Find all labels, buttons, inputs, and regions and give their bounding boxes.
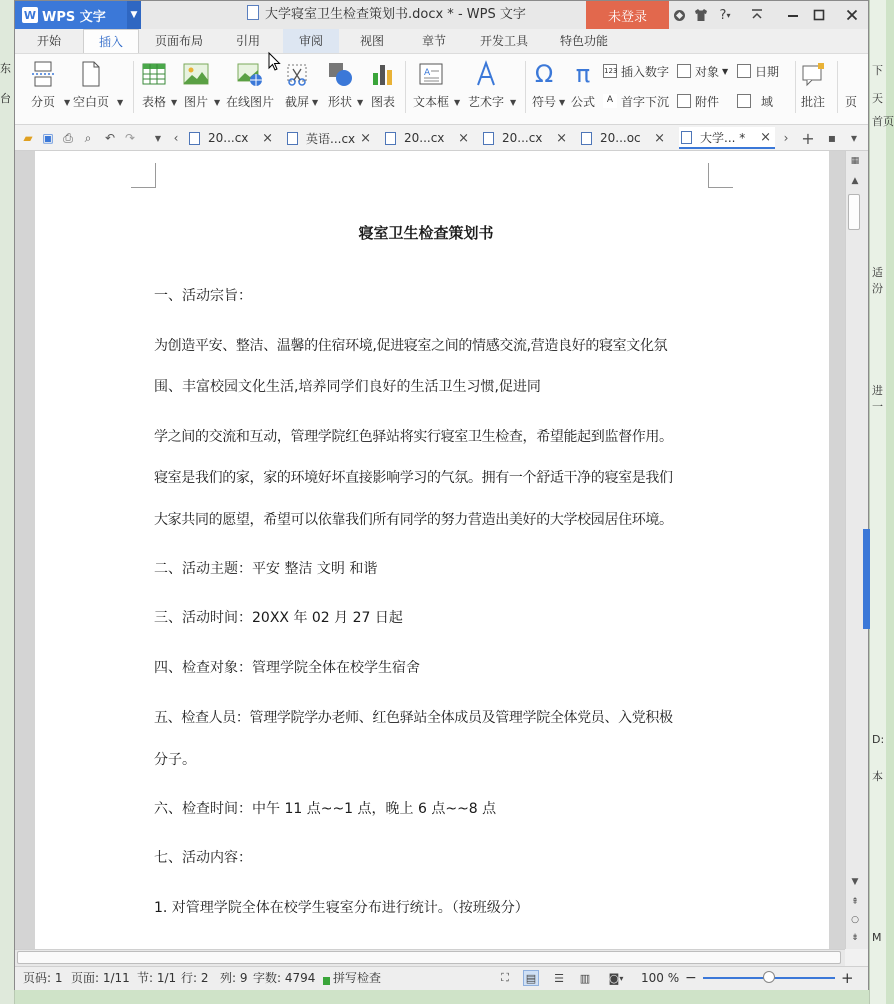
zoom-in-button[interactable]: + [841, 969, 854, 987]
paragraph-line: 围、丰富校园文化生活,培养同学们良好的生活卫生习惯,促进同 [154, 379, 541, 395]
document-tab-active[interactable]: 大学... * × [679, 127, 775, 149]
background-window-right [869, 0, 894, 1004]
ribbon-separator [795, 61, 796, 113]
object-icon [677, 64, 691, 78]
chevron-down-icon: ▼ [722, 66, 729, 76]
close-icon[interactable] [841, 1, 863, 29]
save-icon[interactable]: ▣ [42, 131, 54, 145]
print-preview-icon[interactable]: ⌕ [84, 130, 92, 145]
online-picture-icon [237, 61, 263, 87]
page-view-icon[interactable]: ▤ [523, 970, 539, 986]
scroll-up-icon[interactable]: ▲ [851, 176, 859, 186]
chevron-down-icon: ▼ [312, 98, 319, 107]
document-page[interactable] [35, 151, 829, 949]
chevron-down-icon: ▼ [214, 98, 221, 107]
document-icon [483, 132, 494, 145]
document-icon [581, 132, 592, 145]
picture-icon [183, 61, 209, 87]
outline-view-icon[interactable]: ☰ [554, 971, 564, 985]
new-tab-icon[interactable]: + [801, 128, 815, 148]
online-picture-button[interactable]: 在线图片 [223, 57, 277, 117]
paragraph-line: 一、活动宗旨： [154, 288, 252, 304]
skin-icon[interactable] [668, 1, 690, 29]
chevron-down-icon: ▼ [171, 98, 178, 107]
app-menu-button[interactable] [15, 1, 127, 29]
login-button[interactable]: 未登录 [586, 1, 669, 29]
print-icon[interactable]: ⎙ [63, 130, 73, 145]
tab-chapter[interactable]: 章节 [421, 34, 446, 48]
status-section: 节: 1/1 [137, 971, 177, 985]
tab-references[interactable]: 引用 [235, 34, 260, 48]
scroll-down-icon[interactable]: ▼ [851, 877, 859, 887]
next-page-icon[interactable]: ⇟ [851, 933, 859, 943]
full-screen-icon[interactable]: ⛶ [501, 971, 509, 984]
picture-button[interactable]: 图片 [179, 57, 213, 117]
redo-icon[interactable]: ↷ [124, 131, 136, 145]
attachment-icon [677, 94, 691, 108]
formula-button[interactable]: π 公式 [570, 60, 595, 109]
document-title: 寝室卫生检查策划书 [358, 224, 494, 242]
document-tab[interactable]: 英语...cx × [287, 127, 371, 149]
tab-page-layout[interactable]: 页面布局 [154, 34, 203, 48]
bg-text: D: [872, 733, 885, 746]
comment-button[interactable]: 批注 [797, 57, 829, 117]
blank-page-icon [78, 61, 104, 87]
horizontal-scroll-thumb[interactable] [17, 951, 841, 964]
chevron-down-icon: ▼ [559, 98, 566, 107]
collapse-ribbon-icon[interactable] [746, 1, 768, 29]
ruler-toggle-icon[interactable]: ▦ [850, 156, 860, 166]
zoom-level[interactable]: 100 % [641, 971, 680, 985]
chart-button[interactable]: 图表 [367, 57, 399, 117]
symbol-button[interactable]: Ω 符号 [531, 60, 556, 109]
bg-text: 下 [872, 64, 883, 77]
status-pages[interactable]: 页面: 1/11 [71, 971, 130, 985]
pi-icon: π [575, 60, 591, 88]
attachment-button[interactable]: 附件 [677, 91, 719, 111]
bar-chart-icon [370, 61, 396, 87]
paragraph-line: 三、活动时间：20XX 年 02 月 27 日起 [154, 610, 403, 626]
paragraph-line: 学之间的交流和互动，管理学院红色驿站将实行寝室卫生检查，希望能起到监督作用。 [154, 429, 673, 445]
tab-view[interactable]: 视图 [359, 34, 384, 48]
screenshot-button[interactable]: 截屏 [281, 57, 313, 117]
bg-text: 进 [872, 384, 883, 397]
zoom-out-button[interactable]: − [685, 970, 697, 986]
status-column: 列: 9 [220, 971, 248, 985]
paragraph-line: 1. 对管理学院全体在校学生寝室分布进行统计。（按班级分） [154, 900, 529, 916]
chevron-down-icon: ▼ [510, 98, 517, 107]
tab-scroll-right-icon[interactable]: › [783, 131, 789, 145]
chevron-down-icon: ▼ [130, 10, 138, 20]
chevron-down-icon: ▼ [357, 98, 364, 107]
chevron-down-icon: ▼ [64, 98, 71, 107]
drop-cap-icon: A [603, 94, 617, 108]
close-tab-icon[interactable]: × [262, 130, 273, 146]
bg-text: 台 [0, 92, 11, 105]
browse-object-icon[interactable]: ○ [851, 915, 859, 925]
insert-number-button[interactable]: 123 插入数字 [604, 64, 670, 79]
shirt-icon[interactable] [690, 1, 712, 29]
page-break-icon [30, 61, 56, 87]
page-break-button[interactable]: 分页 [21, 57, 65, 117]
close-tab-icon[interactable]: × [360, 130, 371, 146]
web-view-icon[interactable]: ▥ [579, 971, 591, 985]
bg-text: 适 [872, 266, 883, 279]
close-tab-icon[interactable]: × [760, 129, 771, 145]
document-icon [287, 132, 298, 145]
shape-button[interactable]: 形状 [323, 57, 357, 117]
ribbon-separator [837, 61, 838, 113]
page-more-button[interactable]: 页 [844, 95, 857, 109]
number-icon: 123 [603, 64, 617, 78]
maximize-icon[interactable] [808, 1, 830, 29]
reading-mode-icon[interactable]: ◙ ▾ [608, 971, 624, 985]
table-icon [141, 61, 167, 87]
tab-developer[interactable]: 开发工具 [479, 34, 528, 48]
background-window-left [0, 0, 15, 1004]
zoom-slider-knob[interactable] [763, 971, 775, 983]
vertical-scroll-thumb[interactable] [848, 194, 860, 230]
field-icon [737, 94, 751, 108]
document-tab[interactable]: 20...cx × [483, 127, 567, 149]
customize-dropdown-icon[interactable]: ▼ [154, 133, 162, 143]
sidebar-toggle[interactable] [863, 529, 870, 629]
window-title: 大学寝室卫生检查策划书.docx * - WPS 文字 [247, 1, 526, 29]
tab-menu-icon[interactable]: ▾ [850, 131, 858, 145]
paragraph-line: 七、活动内容： [154, 850, 252, 866]
tab-review[interactable]: 审阅 [283, 29, 339, 53]
document-icon [247, 5, 259, 20]
bg-text: 首页 [872, 115, 894, 128]
paragraph-line: 大家共同的愿望，希望可以依靠我们所有同学的努力营造出美好的大学校园居住环境。 [154, 512, 673, 528]
date-button[interactable]: 日期 [737, 61, 779, 81]
status-row: 行: 2 [181, 971, 209, 985]
previous-page-icon[interactable]: ⇞ [851, 897, 859, 907]
tab-special-features[interactable]: 特色功能 [559, 34, 608, 48]
shape-icon [327, 61, 353, 87]
svg-text:A: A [424, 68, 431, 78]
paragraph-line: 二、活动主题：平安 整洁 文明 和谐 [154, 561, 378, 577]
bg-text: 天 [872, 92, 883, 105]
document-icon [681, 131, 692, 144]
ribbon-separator [525, 61, 526, 113]
paragraph-line: 寝室是我们的家，家的环境好坏直接影响学习的气氛。拥有一个舒适干净的寝室是我们 [154, 470, 673, 486]
mouse-cursor-icon [268, 52, 282, 72]
undo-icon[interactable]: ↶ [104, 131, 116, 145]
wordart-button[interactable]: 艺术字 [463, 57, 509, 117]
wps-logo-icon: W [23, 8, 37, 22]
document-icon [385, 132, 396, 145]
drop-cap-button[interactable]: A 首字下沉 [603, 91, 669, 111]
open-folder-icon[interactable]: ▰ [23, 131, 33, 145]
tab-start[interactable]: 开始 [36, 34, 61, 48]
paragraph-line: 为创造平安、整洁、温馨的住宿环境,促进寝室之间的情感交流,营造良好的寝室文化氛 [154, 338, 668, 354]
help-icon[interactable]: ? ▾ [719, 7, 731, 23]
paragraph-line: 五、检查人员：管理学院学办老师、红色驿站全体成员及管理学院全体党员、入党积极 [154, 710, 673, 726]
ribbon-separator [405, 61, 406, 113]
spell-ok-square [323, 977, 330, 985]
blank-page-button[interactable]: 空白页 [67, 57, 115, 117]
status-word-count[interactable]: 字数: 4794 [253, 971, 316, 985]
document-tab[interactable]: 20...cx × [385, 127, 469, 149]
wordart-icon [473, 61, 499, 87]
bg-text: 一 [872, 400, 883, 413]
restore-tabs-icon[interactable]: ▪ [827, 131, 837, 145]
paragraph-line: 六、检查时间：中午 11 点~~1 点，晚上 6 点~~8 点 [154, 801, 497, 817]
crop-mark [708, 163, 733, 188]
app-name: WPS 文字 [42, 9, 106, 25]
paragraph-line: 分子。 [154, 752, 196, 768]
spell-check-button[interactable]: 拼写检查 [333, 971, 382, 985]
wps-window [14, 0, 869, 990]
field-button[interactable]: 域 [737, 91, 773, 111]
app-menu-dropdown[interactable] [127, 1, 141, 29]
close-tab-icon[interactable]: × [654, 130, 665, 146]
scissors-icon [284, 61, 310, 87]
comment-icon [800, 61, 826, 87]
close-tab-icon[interactable]: × [458, 130, 469, 146]
document-icon [189, 132, 200, 145]
bg-text: 东 [0, 62, 11, 75]
bg-text: 汾 [872, 282, 883, 295]
tab-insert[interactable]: 插入 [83, 29, 139, 53]
status-page-code: 页码: 1 [23, 971, 63, 985]
crop-mark [131, 163, 156, 188]
bg-text: 本 [872, 770, 883, 783]
omega-icon: Ω [534, 60, 554, 88]
calendar-icon [737, 64, 751, 78]
object-button[interactable]: 对象 ▼ [677, 61, 728, 81]
document-tab[interactable]: 20...cx × [189, 127, 273, 149]
bg-text: M [872, 931, 882, 944]
chevron-down-icon: ▼ [454, 98, 461, 107]
paragraph-line: 四、检查对象：管理学院全体在校学生宿舍 [154, 660, 420, 676]
ribbon-separator [133, 61, 134, 113]
textbox-icon [418, 61, 444, 87]
minimize-icon[interactable] [782, 1, 804, 29]
tab-scroll-left-icon[interactable]: ‹ [173, 131, 179, 145]
table-button[interactable]: 表格 [137, 57, 171, 117]
close-tab-icon[interactable]: × [556, 130, 567, 146]
textbox-button[interactable]: A 文本框 [409, 57, 453, 117]
spell-check-status-icon [323, 974, 330, 982]
chevron-down-icon: ▼ [117, 98, 124, 107]
document-tab[interactable]: 20...oc × [581, 127, 665, 149]
